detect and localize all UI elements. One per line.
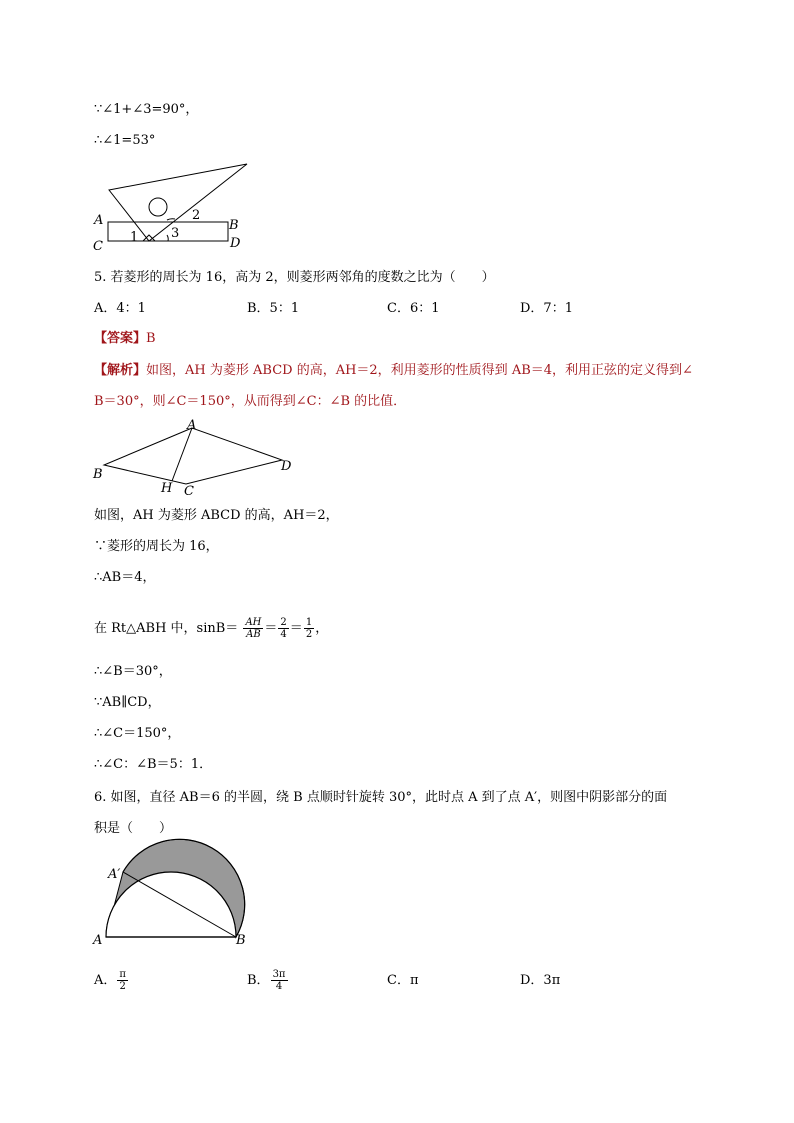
q5-analysis-line2: B＝30°，则∠C＝150°，从而得到∠C：∠B 的比值． (94, 394, 407, 409)
fraction-denominator: AB (246, 629, 261, 640)
fraction-numerator: 2 (280, 617, 287, 628)
q5-analysis-line1 (94, 362, 693, 380)
q6-stem-line2: 积是（ ） (94, 821, 173, 836)
q5-solution-3: ∴AB＝4， (94, 570, 156, 585)
answer-tag: 【答案】 (94, 331, 147, 346)
fraction-3pi-over-4 (271, 969, 288, 992)
fig1-label-A: A (94, 213, 104, 228)
fig1-label-D: D (230, 236, 241, 251)
q5-solution-6: ∵AB∥CD， (94, 695, 161, 710)
fraction-denominator: 2 (305, 629, 313, 640)
analysis-tag: 【解析】 (94, 363, 147, 378)
fraction-numerator: 3π (272, 969, 286, 980)
q5-option-b: B．5：1 (247, 301, 300, 316)
fig2-label-D: D (281, 459, 292, 474)
q5-option-a: A．4：1 (94, 301, 146, 316)
figure-rhombus (90, 418, 305, 500)
q5-solution-7: ∴∠C＝150°， (94, 726, 181, 741)
q6-option-d: D．3π (520, 973, 561, 988)
fig1-label-1: 1 (130, 230, 139, 245)
q5-solution-2: ∵菱形的周长为 16， (94, 539, 219, 554)
q5-option-c: C．6：1 (387, 301, 440, 316)
answer-value: B (146, 331, 156, 346)
q5-stem: 5. 若菱形的周长为 16，高为 2，则菱形两邻角的度数之比为（ ） (94, 270, 495, 285)
fraction-numerator: 1 (305, 617, 313, 628)
fig1-label-C: C (93, 239, 103, 254)
q5-solution-1: 如图，AH 为菱形 ABCD 的高，AH＝2， (94, 508, 339, 523)
q5-solution-5: ∴∠B＝30°， (94, 664, 172, 679)
fig2-label-C: C (184, 484, 194, 499)
fraction-denominator: 2 (119, 981, 126, 992)
fig2-label-B: B (93, 467, 103, 482)
q5-option-d: D．7：1 (520, 301, 573, 316)
equals-sign: ＝ (264, 621, 278, 636)
fig2-label-H: H (161, 481, 173, 496)
fraction-denominator: 4 (275, 981, 283, 992)
q6-option-c: C．π (387, 973, 419, 988)
fraction-ah-over-ab (243, 617, 263, 640)
fig1-label-3: 3 (171, 226, 180, 241)
equals-sign: ＝ (289, 621, 303, 636)
fig3-label-A: A (93, 933, 103, 948)
fraction-denominator: 4 (280, 629, 287, 640)
reasoning-line-angle1: ∴∠1=53° (94, 133, 156, 148)
fig1-label-2: 2 (192, 208, 201, 223)
fig2-label-A: A (187, 418, 197, 433)
reasoning-line-angle-sum: ∵∠1+∠3=90°， (94, 102, 199, 117)
figure-rotated-semicircle (90, 838, 260, 950)
fraction-pi-over-2 (117, 969, 128, 992)
option-label: B． (247, 973, 270, 988)
fig3-label-B: B (236, 933, 246, 948)
q5-answer (94, 330, 156, 348)
q5-solution-8: ∴∠C：∠B＝5：1． (94, 757, 213, 772)
q6-stem-line1: 6. 如图，直径 AB＝6 的半圆，绕 B 点顺时针旋转 30°，此时点 A 到了点 A′，则图中阴影部分的面 (94, 790, 668, 805)
fraction-1-over-2 (304, 617, 314, 640)
option-label: A． (94, 973, 117, 988)
q6-option-a (94, 967, 129, 995)
fig1-label-B: B (229, 218, 239, 233)
q5-solution-4 (94, 617, 328, 641)
sin-prefix: 在 Rt△ABH 中，sinB＝ (94, 621, 239, 636)
q6-option-b (247, 967, 289, 995)
fraction-2-over-4 (278, 617, 288, 640)
figure-triangle-ruler (90, 160, 260, 255)
comma: ， (315, 621, 329, 636)
analysis-text-1: 如图，AH 为菱形 ABCD 的高，AH＝2，利用菱形的性质得到 AB＝4，利用正弦的定义得到∠ (146, 363, 693, 378)
fraction-numerator: π (119, 969, 126, 980)
fig3-label-A-prime: A′ (108, 867, 121, 882)
fraction-numerator: AH (245, 617, 262, 628)
